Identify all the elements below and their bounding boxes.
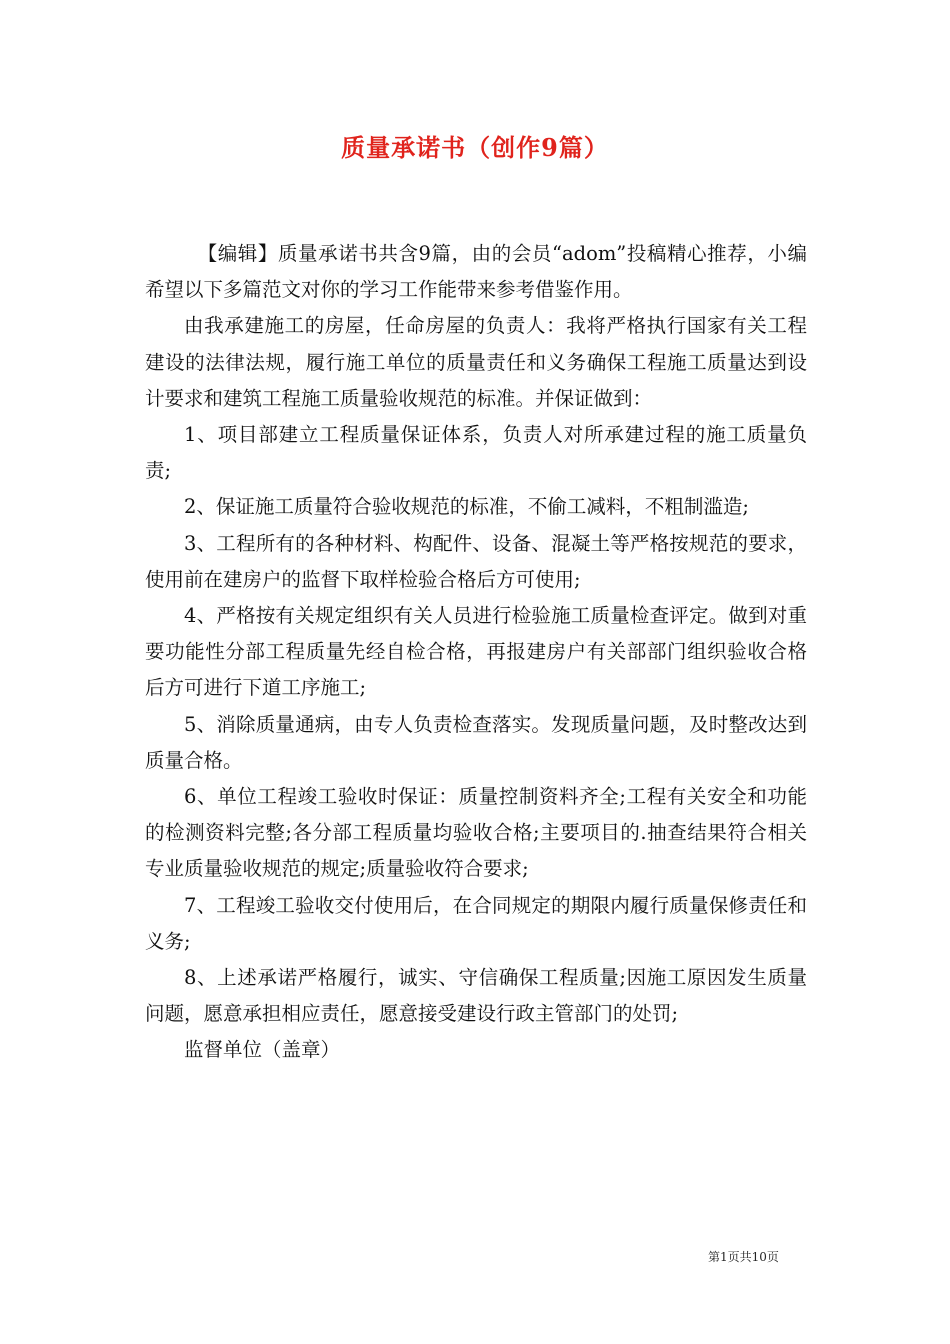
list-item-1: 1、项目部建立工程质量保证体系，负责人对所承建过程的施工质量负责; [145,423,807,483]
list-item-3: 3、工程所有的各种材料、构配件、设备、混凝土等严格按规范的要求，使用前在建房户的监督下取样检验合格后方可使用; [145,531,807,591]
list-item-2: 2、保证施工质量符合验收规范的标准，不偷工减料，不粗制滥造; [184,495,749,519]
list-item-7: 7、工程竣工验收交付使用后，在合同规定的期限内履行质量保修责任和义务; [145,893,807,953]
list-item-8: 8、上述承诺严格履行，诚实、守信确保工程质量;因施工原因发生质量问题，愿意承担相应责任，愿意接受建设行政主管部门的处罚; [145,966,807,1026]
list-item-6: 6、单位工程竣工验收时保证：质量控制资料齐全;工程有关安全和功能的检测资料完整;各分部工程质量均验收合格;主要项目的.抽查结果符合相关专业质量验收规范的规定;质量验收符合要求; [145,785,807,881]
list-item-4: 4、严格按有关规定组织有关人员进行检验施工质量检查评定。做到对重要功能性分部工程质量先经自检合格，再报建房户有关部部门组织验收合格后方可进行下道工序施工; [145,604,807,700]
page-indicator: 第1页共10页 [708,1250,779,1264]
page-title: 质量承诺书（创作9篇） [341,133,609,162]
list-item-5: 5、消除质量通病，由专人负责检查落实。发现质量问题，及时整改达到质量合格。 [145,712,807,772]
document-body [145,236,807,1069]
signature-line: 监督单位（盖章） [184,1038,341,1062]
commitment-paragraph: 由我承建施工的房屋，任命房屋的负责人：我将严格执行国家有关工程建设的法律法规，履行施工单位的质量责任和义务确保工程施工质量达到设计要求和建筑工程施工质量验收规范的标准。并保证做到： [145,314,807,410]
intro-paragraph: 【编辑】质量承诺书共含9篇，由的会员“adom”投稿精心推荐，小编希望以下多篇范文对你的学习工作能带来参考借鉴作用。 [145,242,807,302]
